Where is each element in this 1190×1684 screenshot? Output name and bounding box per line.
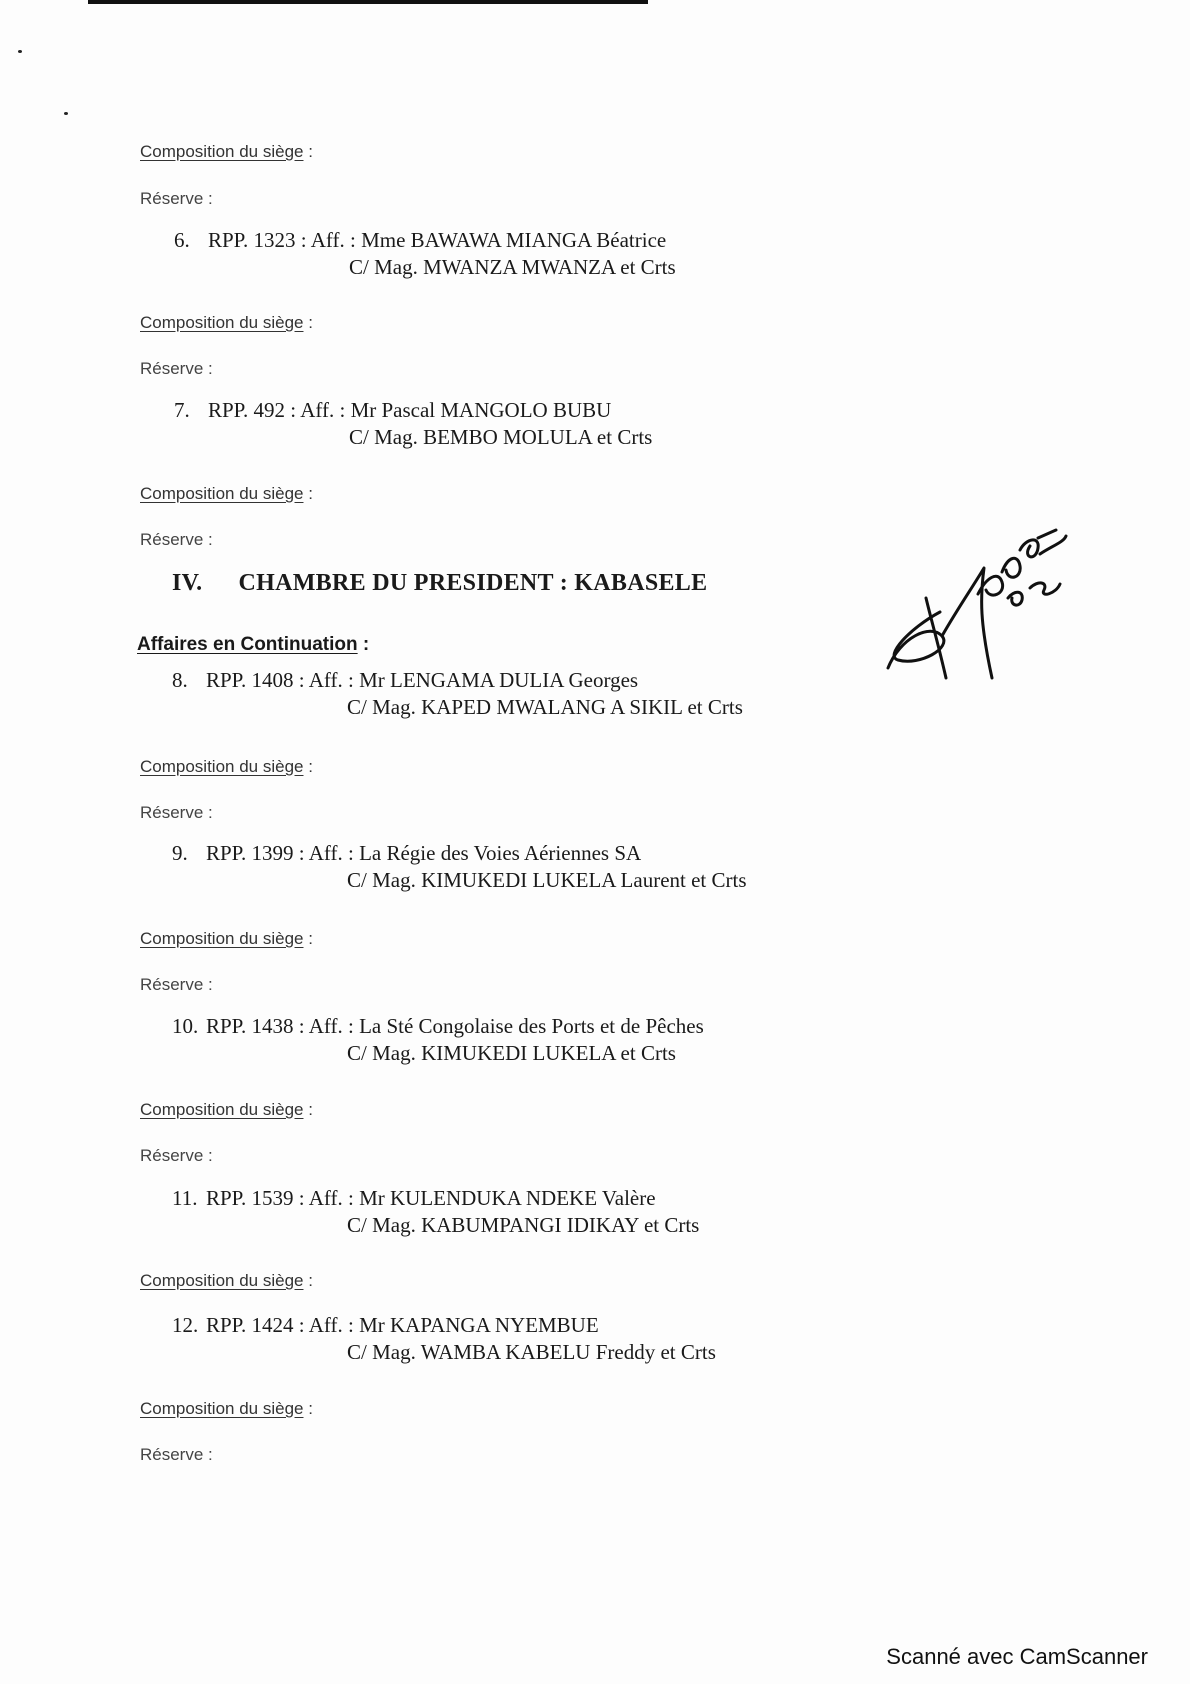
case-against: C/ Mag. KIMUKEDI LUKELA et Crts bbox=[347, 1041, 676, 1065]
reserve-label: Réserve : bbox=[140, 189, 213, 208]
camscanner-footer: Scanné avec CamScanner bbox=[886, 1644, 1148, 1669]
case-number: 7. bbox=[174, 398, 190, 422]
top-rule bbox=[88, 0, 648, 4]
chamber-title: CHAMBRE DU PRESIDENT : KABASELE bbox=[238, 570, 708, 596]
scan-speck bbox=[64, 112, 68, 115]
reserve-label: Réserve : bbox=[140, 803, 213, 822]
composition-label: Composition du siège : bbox=[140, 484, 313, 503]
chamber-heading bbox=[172, 570, 707, 597]
case-item bbox=[174, 228, 676, 280]
case-ref: RPP. 1438 : Aff. : La Sté Congolaise des Ports et de Pêches bbox=[206, 1014, 704, 1038]
composition-label: Composition du siège : bbox=[140, 1100, 313, 1119]
reserve-label: Réserve : bbox=[140, 1146, 213, 1165]
case-item bbox=[172, 668, 743, 720]
composition-label: Composition du siège : bbox=[140, 757, 313, 776]
reserve-label: Réserve : bbox=[140, 359, 213, 378]
case-against: C/ Mag. MWANZA MWANZA et Crts bbox=[349, 255, 676, 279]
composition-label: Composition du siège : bbox=[140, 1399, 313, 1418]
scan-speck bbox=[18, 50, 22, 53]
case-item bbox=[172, 1313, 716, 1365]
case-against: C/ Mag. BEMBO MOLULA et Crts bbox=[349, 425, 653, 449]
case-item bbox=[172, 1186, 699, 1238]
case-ref: RPP. 1424 : Aff. : Mr KAPANGA NYEMBUE bbox=[206, 1313, 599, 1337]
reserve-label: Réserve : bbox=[140, 975, 213, 994]
composition-label: Composition du siège : bbox=[140, 1271, 313, 1290]
case-item bbox=[172, 841, 747, 893]
case-number: 6. bbox=[174, 228, 190, 252]
handwritten-signature bbox=[880, 528, 1070, 688]
composition-label: Composition du siège : bbox=[140, 929, 313, 948]
case-number: 12. bbox=[172, 1313, 199, 1337]
case-ref: RPP. 492 : Aff. : Mr Pascal MANGOLO BUBU bbox=[208, 398, 612, 422]
composition-label: Composition du siège : bbox=[140, 142, 313, 161]
case-number: 9. bbox=[172, 841, 188, 865]
case-ref: RPP. 1408 : Aff. : Mr LENGAMA DULIA Georges bbox=[206, 668, 639, 692]
reserve-label: Réserve : bbox=[140, 1445, 213, 1464]
case-item bbox=[174, 398, 652, 450]
case-ref: RPP. 1539 : Aff. : Mr KULENDUKA NDEKE Valère bbox=[206, 1186, 656, 1210]
composition-label: Composition du siège : bbox=[140, 313, 313, 332]
reserve-label: Réserve : bbox=[140, 530, 213, 549]
case-against: C/ Mag. KAPED MWALANG A SIKIL et Crts bbox=[347, 695, 743, 719]
case-number: 10. bbox=[172, 1014, 199, 1038]
case-against: C/ Mag. KIMUKEDI LUKELA Laurent et Crts bbox=[347, 868, 747, 892]
affaires-heading: Affaires en Continuation : bbox=[137, 634, 370, 655]
case-ref: RPP. 1399 : Aff. : La Régie des Voies Aériennes SA bbox=[206, 841, 642, 865]
case-item bbox=[172, 1014, 704, 1066]
case-against: C/ Mag. WAMBA KABELU Freddy et Crts bbox=[347, 1340, 716, 1364]
chamber-roman: IV. bbox=[172, 570, 203, 596]
case-ref: RPP. 1323 : Aff. : Mme BAWAWA MIANGA Béatrice bbox=[208, 228, 667, 252]
case-number: 11. bbox=[172, 1186, 198, 1210]
case-against: C/ Mag. KABUMPANGI IDIKAY et Crts bbox=[347, 1213, 700, 1237]
case-number: 8. bbox=[172, 668, 188, 692]
